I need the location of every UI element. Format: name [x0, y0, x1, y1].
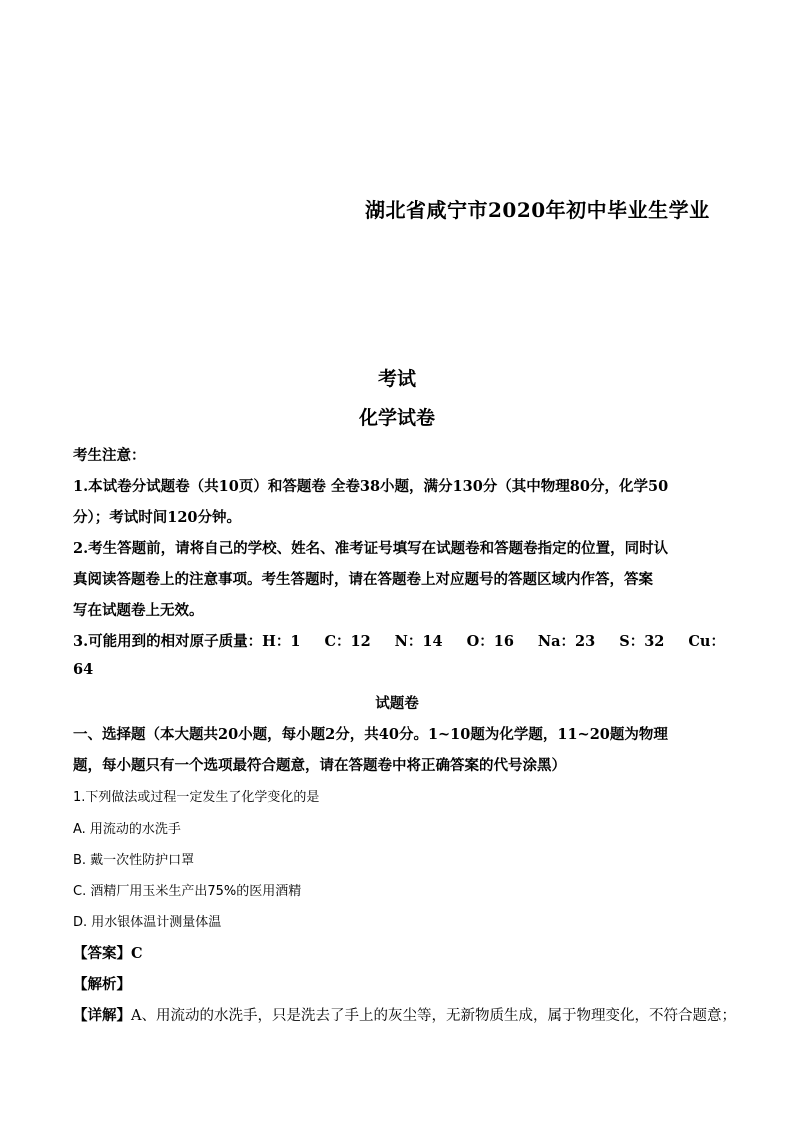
notice-2-line-3: 写在试题卷上无效。 [73, 602, 204, 619]
option-d: D. 用水银体温计测量体温 [73, 915, 222, 930]
detail-line [73, 1004, 736, 1025]
document-title: 湖北省咸宁市2020年初中毕业生学业 [365, 198, 710, 222]
atomic-mass-c: C：12 [324, 633, 371, 650]
atomic-mass-na: Na：23 [537, 633, 596, 650]
answer-value: C [131, 945, 143, 962]
option-a: A. 用流动的水洗手 [73, 822, 181, 837]
question-1: 1.下列做法或过程一定发生了化学变化的是 [73, 790, 320, 805]
section-1-line-2: 题，每小题只有一个选项最符合题意，请在答题卷中将正确答案的代号涂黑） [73, 757, 566, 774]
section-1-line-1: 一、选择题（本大题共20小题，每小题2分，共40分。1~10题为化学题，11~20题为物理 [73, 726, 668, 743]
option-b: B. 戴一次性防护口罩 [73, 853, 195, 868]
answer-line [73, 942, 143, 963]
detail-text: A、用流动的水洗手，只是洗去了手上的灰尘等，无新物质生成，属于物理变化，不符合题意； [131, 1008, 736, 1024]
atomic-mass-label: 3.可能用到的相对原子质量：H：1 [73, 633, 301, 650]
atomic-mass-row [73, 630, 725, 651]
atomic-mass-cu: Cu： [688, 633, 725, 650]
notice-1-line-2: 分）；考试时间120分钟。 [73, 509, 242, 526]
answer-label: 【答案】 [73, 945, 131, 962]
atomic-mass-o: O：16 [466, 633, 514, 650]
analysis-label: 【解析】 [73, 976, 131, 993]
document-subtitle-exam: 考试 [377, 368, 416, 390]
document-subtitle-chemistry: 化学试卷 [358, 407, 435, 429]
detail-label: 【详解】 [73, 1007, 131, 1024]
section-label: 试题卷 [375, 695, 419, 712]
notice-2-line-1: 2.考生答题前，请将自己的学校、姓名、准考证号填写在试题卷和答题卷指定的位置，同时认 [73, 540, 669, 557]
notice-2-line-2: 真阅读答题卷上的注意事项。考生答题时，请在答题卷上对应题号的答题区域内作答，答案 [73, 571, 653, 588]
atomic-mass-cu-value: 64 [73, 661, 94, 678]
option-c: C. 酒精厂用玉米生产出75%的医用酒精 [73, 884, 302, 899]
notice-1-line-1: 1.本试卷分试题卷（共10页）和答题卷 全卷38小题，满分130分（其中物理80分，化学50 [73, 478, 669, 495]
analysis-line [73, 973, 131, 994]
atomic-mass-n: N：14 [394, 633, 443, 650]
atomic-mass-s: S：32 [619, 633, 665, 650]
notice-heading: 考生注意： [73, 447, 146, 464]
